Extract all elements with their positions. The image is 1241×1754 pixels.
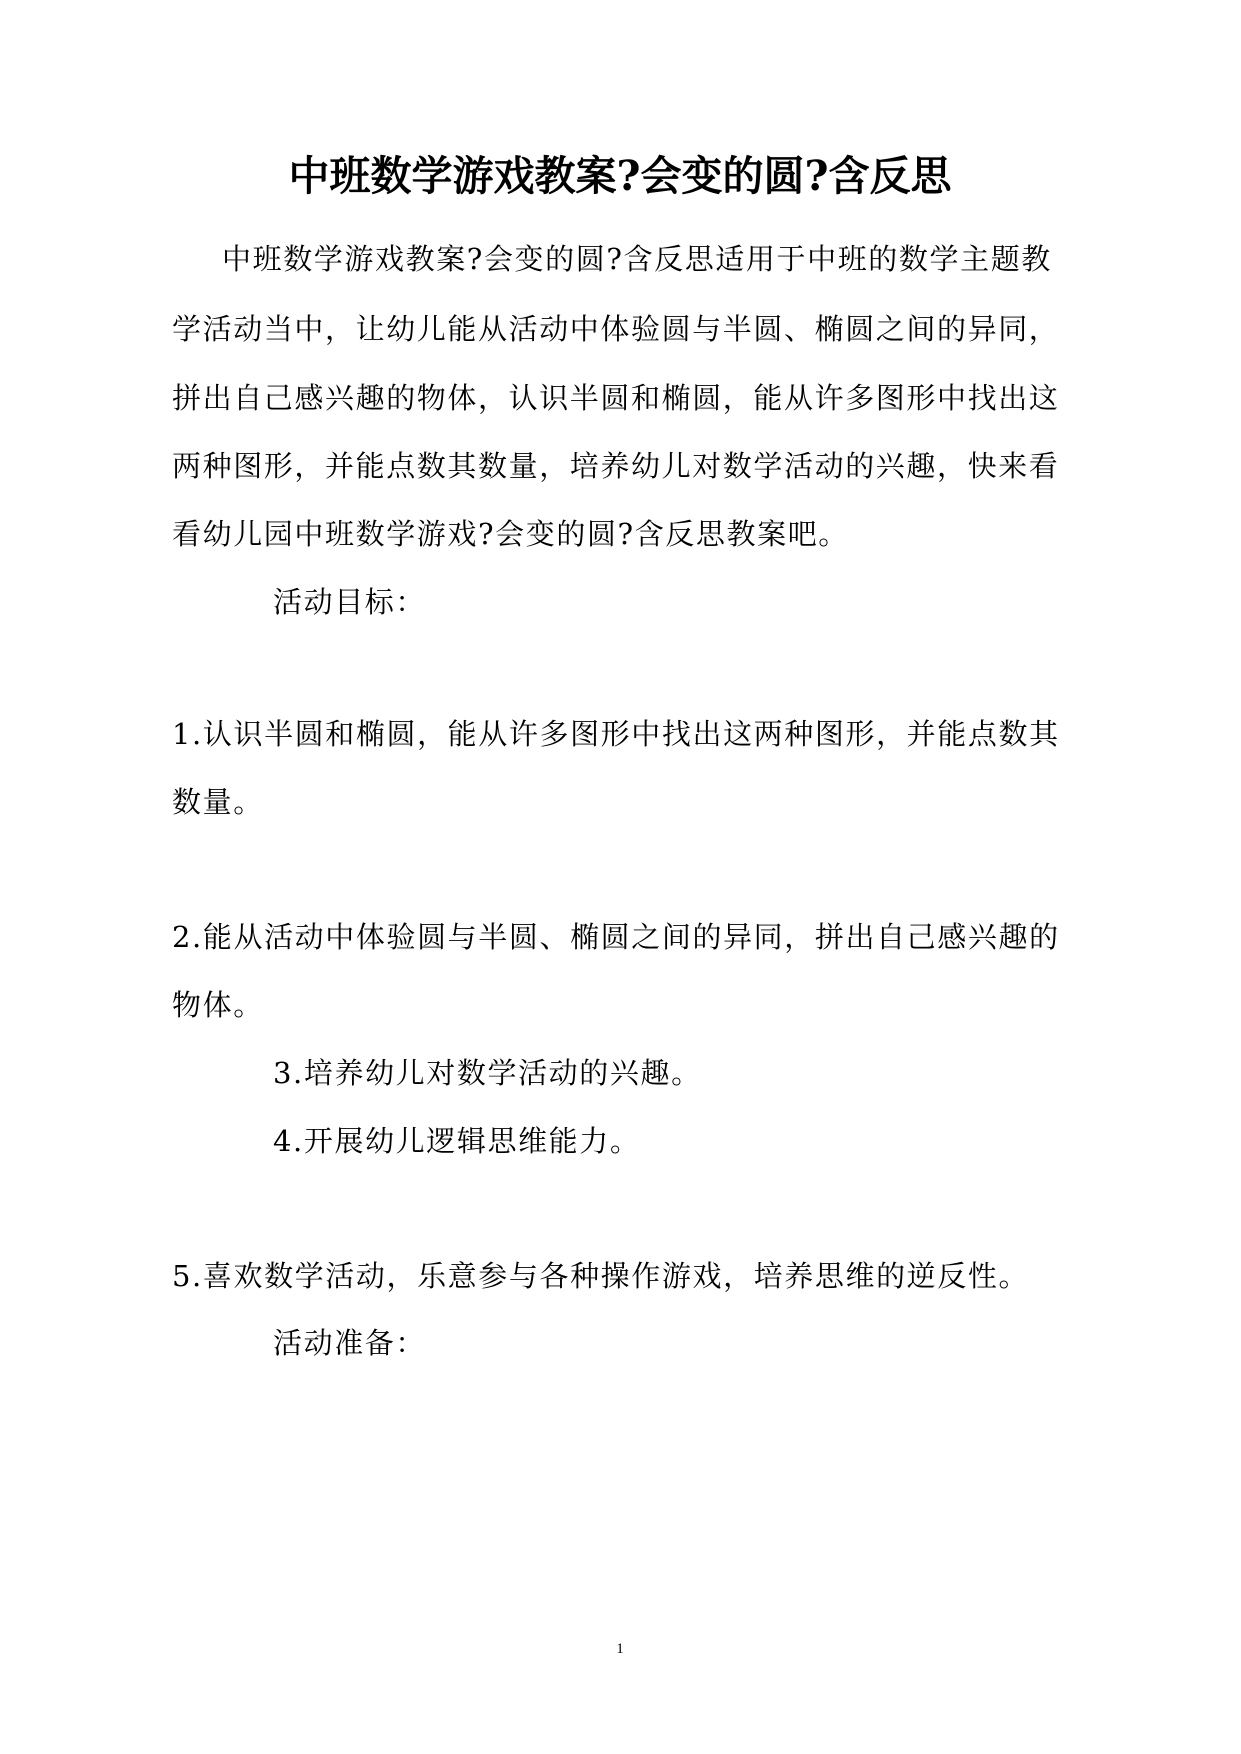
goal-4: 4.开展幼儿逻辑思维能力。 xyxy=(273,1124,641,1158)
intro-line: 拼出自己感兴趣的物体，认识半圆和椭圆，能从许多图形中找出这 xyxy=(172,381,1060,415)
goal-1-line: 1.认识半圆和椭圆，能从许多图形中找出这两种图形，并能点数其 xyxy=(172,717,1060,751)
intro-line: 中班数学游戏教案?会变的圆?含反思适用于中班的数学主题教 xyxy=(222,242,1052,276)
document-title: 中班数学游戏教案?会变的圆?含反思 xyxy=(288,152,952,200)
goal-5: 5.喜欢数学活动，乐意参与各种操作游戏，培养思维的逆反性。 xyxy=(172,1259,1030,1293)
goal-2-line: 物体。 xyxy=(172,988,264,1022)
intro-line: 学活动当中，让幼儿能从活动中体验圆与半圆、椭圆之间的异同， xyxy=(172,312,1060,346)
intro-line: 两种图形，并能点数其数量，培养幼儿对数学活动的兴趣，快来看 xyxy=(172,449,1060,483)
goal-3: 3.培养幼儿对数学活动的兴趣。 xyxy=(273,1056,702,1090)
goal-2-line: 2.能从活动中体验圆与半圆、椭圆之间的异同，拼出自己感兴趣的 xyxy=(172,920,1060,954)
page-number: 1 xyxy=(616,1641,624,1657)
prep-heading: 活动准备： xyxy=(273,1326,427,1360)
goal-1-line: 数量。 xyxy=(172,785,264,819)
goals-heading: 活动目标： xyxy=(273,585,427,619)
intro-line: 看幼儿园中班数学游戏?会变的圆?含反思教案吧。 xyxy=(172,517,849,551)
